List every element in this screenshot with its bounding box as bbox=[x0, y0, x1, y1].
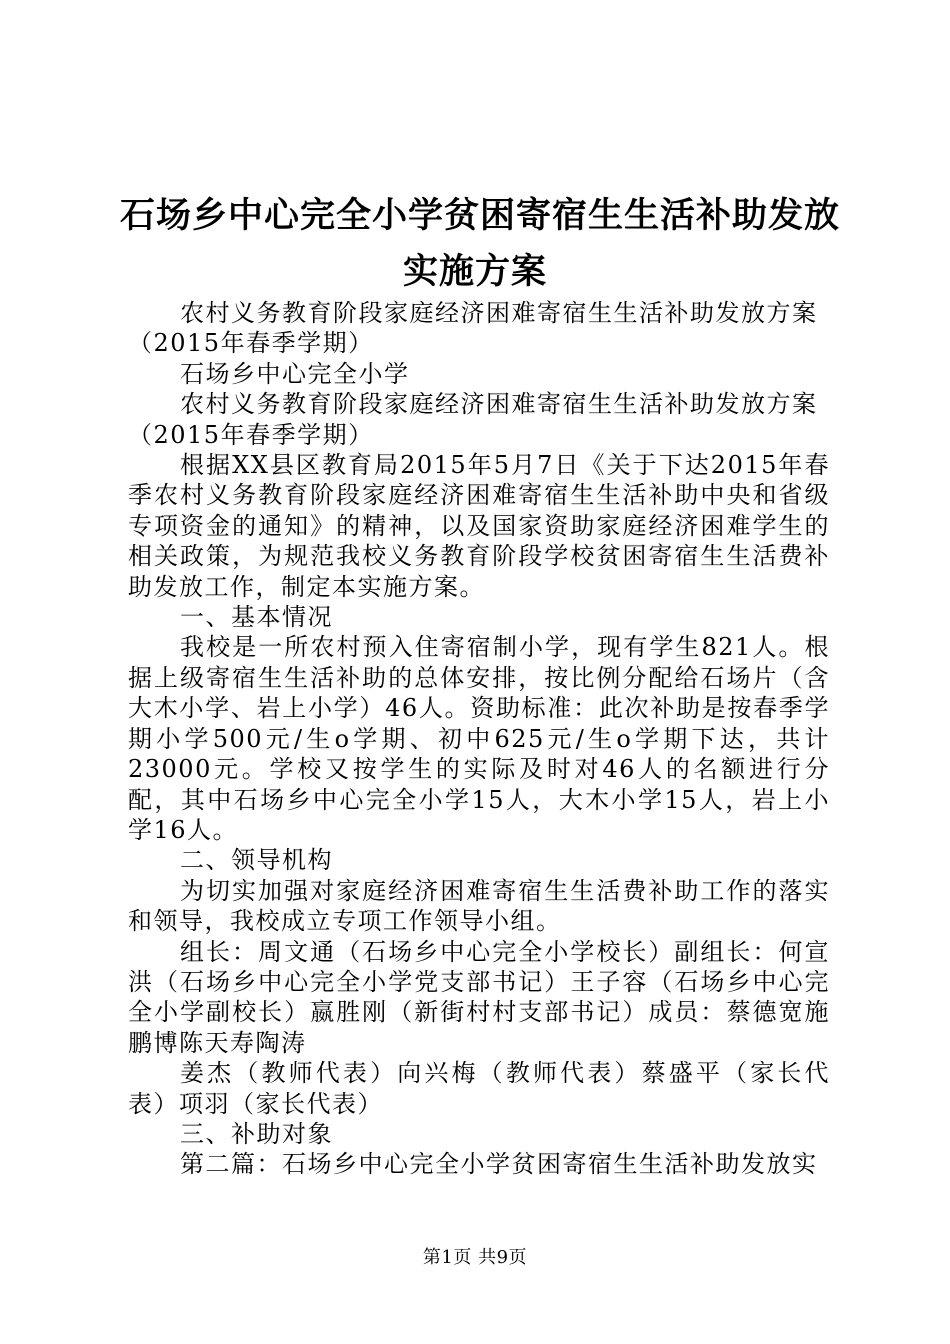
section-heading: 三、补助对象 bbox=[180, 1119, 333, 1148]
paragraph: 为切实加强对家庭经济困难寄宿生生活费补助工作的落实和领导，我校成立专项工作领导小组。 bbox=[128, 876, 830, 936]
paragraph: （2015年春季学期） bbox=[128, 420, 374, 449]
paragraph: 农村义务教育阶段家庭经济困难寄宿生生活补助发放方案 bbox=[180, 390, 818, 419]
document-title-line-2: 实施方案 bbox=[402, 251, 547, 292]
page-indicator: 第1页 共9页 bbox=[422, 1247, 528, 1268]
document-title-line-1: 石场乡中心完全小学贫困寄宿生生活补助发放 bbox=[120, 195, 841, 236]
paragraph: 第二篇：石场乡中心完全小学贫困寄宿生生活补助发放实 bbox=[180, 1150, 818, 1179]
paragraph: 姜杰（教师代表）向兴梅（教师代表）蔡盛平（家长代表）项羽（家长代表） bbox=[128, 1059, 830, 1118]
paragraph: （2015年春季学期） bbox=[128, 329, 374, 358]
paragraph: 农村义务教育阶段家庭经济困难寄宿生生活补助发放方案 bbox=[180, 299, 818, 327]
paragraph: 根据XX县区教育局2015年5月7日《关于下达2015年春季农村义务教育阶段家庭经济困难寄宿生生活补助中央和省级专项资金的通知》的精神，以及国家资助家庭经济困难学生的相关政策，为规范我校义务教育阶段学校贫困寄宿生生活费补助发放工作，制定本实施方案。 bbox=[128, 451, 830, 601]
paragraph: 组长：周文通（石场乡中心完全小学校长）副组长：何宣洪（石场乡中心完全小学党支部书记）王子容（石场乡中心完全小学副校长）嬴胜刚（新街村村支部书记）成员：蔡德宽施鹏博陈天寿陶涛 bbox=[128, 937, 830, 1057]
paragraph: 我校是一所农村预入住寄宿制小学，现有学生821人。根据上级寄宿生生活补助的总体安排，按比例分配给石场片（含大木小学、岩上小学）46人。资助标准：此次补助是按春季学期小学500元/生o学期、初中625元/生o学期下达，共计23000元。学校又按学生的实际及时对46人的名额进行分配，其中石场乡中心完全小学15人，大木小学15人，岩上小学16人。 bbox=[128, 633, 830, 844]
section-heading: 二、领导机构 bbox=[180, 846, 333, 875]
document-body bbox=[128, 298, 830, 1180]
section-heading: 一、基本情况 bbox=[180, 603, 333, 632]
paragraph: 石场乡中心完全小学 bbox=[180, 359, 410, 388]
